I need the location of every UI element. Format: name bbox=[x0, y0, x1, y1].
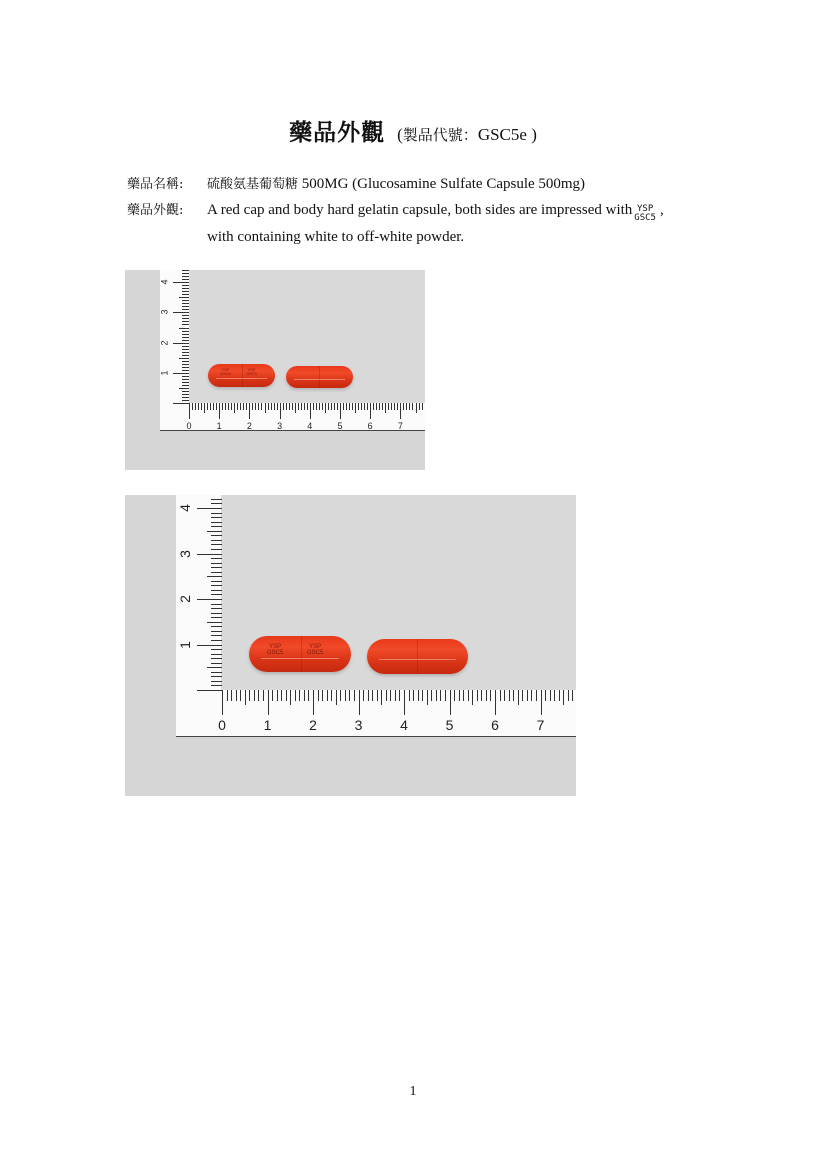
capsule-2 bbox=[286, 366, 353, 388]
appearance-label: 藥品外觀: bbox=[127, 203, 184, 218]
title-main: 藥品外觀 bbox=[289, 119, 386, 146]
capsule-photo-small: 0 1 2 3 4 5 6 7 1 2 3 4 YSP GSC5 YSP GSC5 bbox=[125, 270, 425, 470]
imprint-stack: YSP GSC5 bbox=[634, 204, 656, 223]
product-code: (製品代號：GSC5e ) bbox=[397, 125, 537, 144]
drug-name-en: 500MG (Glucosamine Sulfate Capsule 500mg) bbox=[298, 176, 586, 192]
appearance-row: 藥品外觀: A red cap and body hard gelatin capsule, both sides are impressed with YSP GSC5 , bbox=[127, 202, 664, 223]
appearance-line2: with containing white to off-white powder. bbox=[207, 229, 465, 245]
drug-name-label: 藥品名稱: bbox=[127, 177, 184, 192]
capsule-photo-large: 0 1 2 3 4 5 6 7 1 2 3 4 YSP GSC5 YSP GSC5 bbox=[125, 495, 576, 796]
capsule-1: YSP GSC5 YSP GSC5 bbox=[249, 636, 351, 672]
appearance-line1: A red cap and body hard gelatin capsule, both sides are impressed with bbox=[207, 202, 633, 218]
capsule-1: YSP GSC5 YSP GSC5 bbox=[208, 364, 275, 387]
product-code-label: 製品代號： bbox=[402, 126, 478, 144]
product-code-value: GSC5e bbox=[477, 125, 527, 144]
page-number: 1 bbox=[409, 1084, 417, 1099]
capsule-2 bbox=[367, 639, 468, 674]
page-title bbox=[0, 114, 826, 147]
drug-name-row bbox=[127, 174, 585, 195]
drug-name-cn: 硫酸氨基葡萄糖 bbox=[207, 177, 299, 192]
